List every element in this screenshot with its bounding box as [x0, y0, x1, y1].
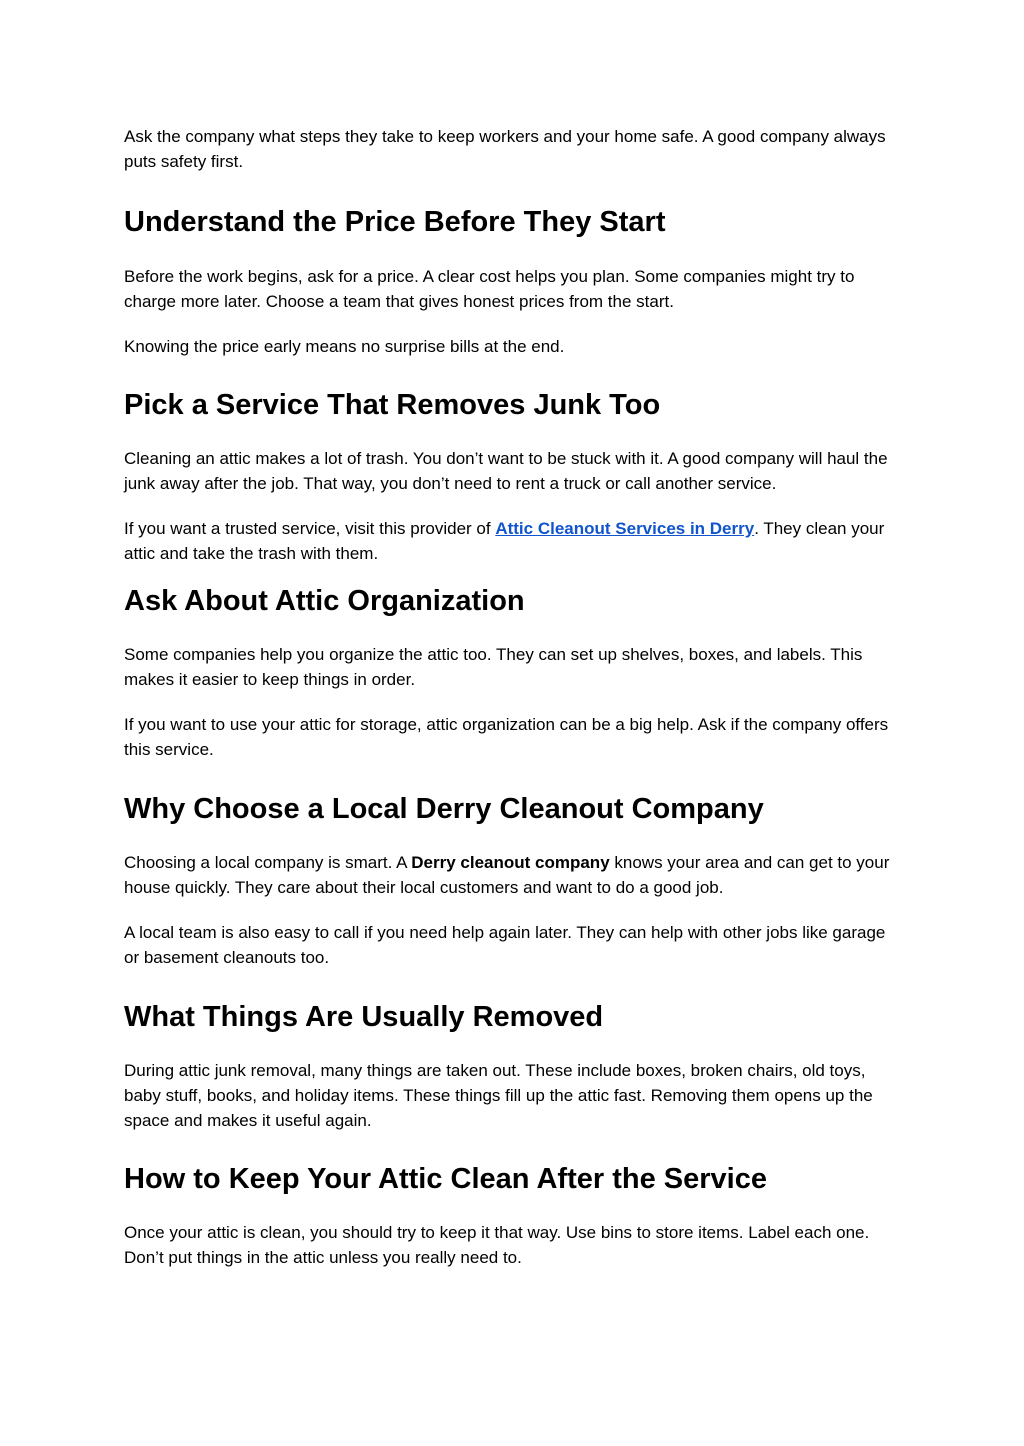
paragraph-local-company: [124, 850, 900, 900]
paragraph-organize-attic: Some companies help you organize the attic too. They can set up shelves, boxes, and labels. This makes it easier to keep things in order.: [124, 645, 863, 689]
paragraph-removed-items: During attic junk removal, many things are taken out. These include boxes, broken chairs, old toys, baby stuff, books, and holiday items. These things fill up the attic fast. Removing them opens up the space and makes it useful again.: [124, 1061, 873, 1130]
heading-attic-organization: Ask About Attic Organization: [124, 585, 525, 617]
heading-keep-attic-clean: How to Keep Your Attic Clean After the Service: [124, 1163, 767, 1195]
paragraph-keep-clean: Once your attic is clean, you should try to keep it that way. Use bins to store items. Label each one. Don’t put things in the attic unless you really need to.: [124, 1223, 870, 1267]
paragraph-trusted-service-before: If you want a trusted service, visit this provider of: [124, 519, 496, 538]
paragraph-trusted-service: [124, 516, 900, 566]
paragraph-safety: Ask the company what steps they take to keep workers and your home safe. A good company always puts safety first.: [124, 127, 886, 171]
heading-removes-junk: Pick a Service That Removes Junk Too: [124, 389, 661, 421]
paragraph-organization-storage: If you want to use your attic for storage, attic organization can be a big help. Ask if the company offers this service.: [124, 715, 889, 759]
heading-things-removed: What Things Are Usually Removed: [124, 1001, 604, 1033]
attic-cleanout-derry-link[interactable]: Attic Cleanout Services in Derry: [495, 519, 755, 538]
derry-cleanout-company-bold: Derry cleanout company: [411, 853, 610, 872]
paragraph-price-early: Knowing the price early means no surprise bills at the end.: [124, 337, 565, 356]
paragraph-trusted-service-after: . They clean your attic and take the trash with them.: [124, 519, 885, 563]
heading-local-derry-company: Why Choose a Local Derry Cleanout Company: [124, 793, 764, 825]
paragraph-price-intro: Before the work begins, ask for a price. A clear cost helps you plan. Some companies might try to charge more later. Choose a team that gives honest prices from the start.: [124, 267, 855, 311]
paragraph-local-team: A local team is also easy to call if you need help again later. They can help with other jobs like garage or basement cleanouts too.: [124, 923, 886, 967]
paragraph-local-company-after: knows your area and can get to your house quickly. They care about their local customers and want to do a good job.: [124, 853, 890, 897]
paragraph-junk-haul: Cleaning an attic makes a lot of trash. You don’t want to be stuck with it. A good company will haul the junk away after the job. That way, you don’t need to rent a truck or call another service.: [124, 449, 888, 493]
document-page: [124, 124, 900, 1270]
heading-understand-price: Understand the Price Before They Start: [124, 206, 666, 238]
paragraph-local-company-before: Choosing a local company is smart. A: [124, 853, 412, 872]
